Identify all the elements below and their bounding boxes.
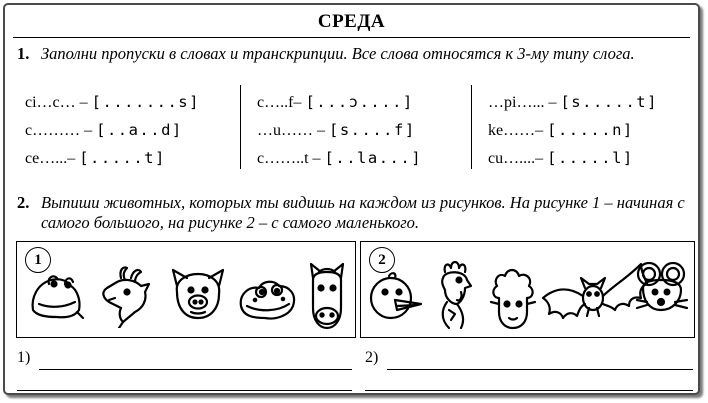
answer-2-line[interactable] (387, 369, 693, 370)
word-column-2 (257, 90, 467, 174)
rooster-icon (431, 258, 481, 332)
task-1-number: 1. (17, 44, 30, 63)
picture-2-number: 2 (369, 247, 395, 273)
transcription: [.....l] (547, 149, 634, 167)
transcription: [s....f] (329, 121, 416, 139)
picture-2 (360, 241, 695, 338)
answer-2-line[interactable] (365, 390, 693, 391)
transcription: [...ɔ....] (305, 93, 414, 111)
column-divider (471, 85, 472, 169)
task-2-number: 2. (17, 193, 30, 212)
word-stem: ke……– (488, 122, 548, 139)
title-divider (13, 37, 690, 38)
word-stem: cu…....– (488, 150, 548, 167)
toad-icon (235, 272, 299, 324)
answer-2-label: 2) (365, 349, 379, 366)
answer-1-line[interactable] (39, 369, 352, 370)
task-1 (17, 44, 687, 64)
word-stem: c……..t – (257, 150, 325, 167)
word-stem: ce…...– (25, 150, 80, 167)
transcription: [.....t] (79, 149, 166, 167)
frog-icon (27, 270, 85, 322)
transcription: [..a..d] (96, 121, 183, 139)
page-title: СРЕДА (317, 11, 386, 32)
word-row (25, 146, 230, 174)
transcription: [.......s] (91, 93, 200, 111)
word-row (257, 146, 467, 174)
transcription: [.....n] (547, 121, 634, 139)
word-stem: c…..f– (257, 94, 306, 111)
answer-1-label: 1) (17, 349, 31, 366)
task-1-instruction: Заполни пропуски в словах и транскрипции. Все слова относятся к 3-му типу слога. (41, 44, 635, 63)
lamb-icon (487, 266, 541, 332)
worksheet-frame (3, 3, 700, 395)
picture-1 (16, 241, 356, 338)
answer-2 (365, 349, 693, 394)
task-2 (17, 193, 697, 233)
answer-1 (17, 349, 352, 394)
word-stem: …pi…... – (488, 94, 561, 111)
word-stem: c……… – (25, 122, 97, 139)
answer-1-line[interactable] (17, 390, 352, 391)
pig-icon (167, 266, 229, 326)
word-row (488, 118, 698, 146)
word-row (488, 146, 698, 174)
transcription: [s.....t] (560, 93, 658, 111)
mouse-icon (633, 260, 691, 318)
word-column-1 (25, 90, 230, 174)
word-stem: ci…c… – (25, 94, 92, 111)
word-row (25, 118, 230, 146)
word-grid (5, 90, 698, 172)
word-row (488, 90, 698, 118)
transcription: [..la...] (324, 149, 423, 167)
chick-icon (367, 272, 423, 324)
word-row (25, 90, 230, 118)
word-row (257, 118, 467, 146)
column-divider (240, 85, 241, 169)
picture-1-number: 1 (25, 247, 51, 273)
task-2-instruction: Выпиши животных, которых ты видишь на каждом из рисунков. На рисунке 1 – начиная с самого большого, на рисунке 2 – с самого маленького. (41, 193, 685, 232)
word-column-3 (488, 90, 698, 174)
goat-icon (93, 266, 153, 328)
word-stem: …u…… – (257, 122, 329, 139)
word-row (257, 90, 467, 118)
horse-icon (305, 262, 349, 332)
